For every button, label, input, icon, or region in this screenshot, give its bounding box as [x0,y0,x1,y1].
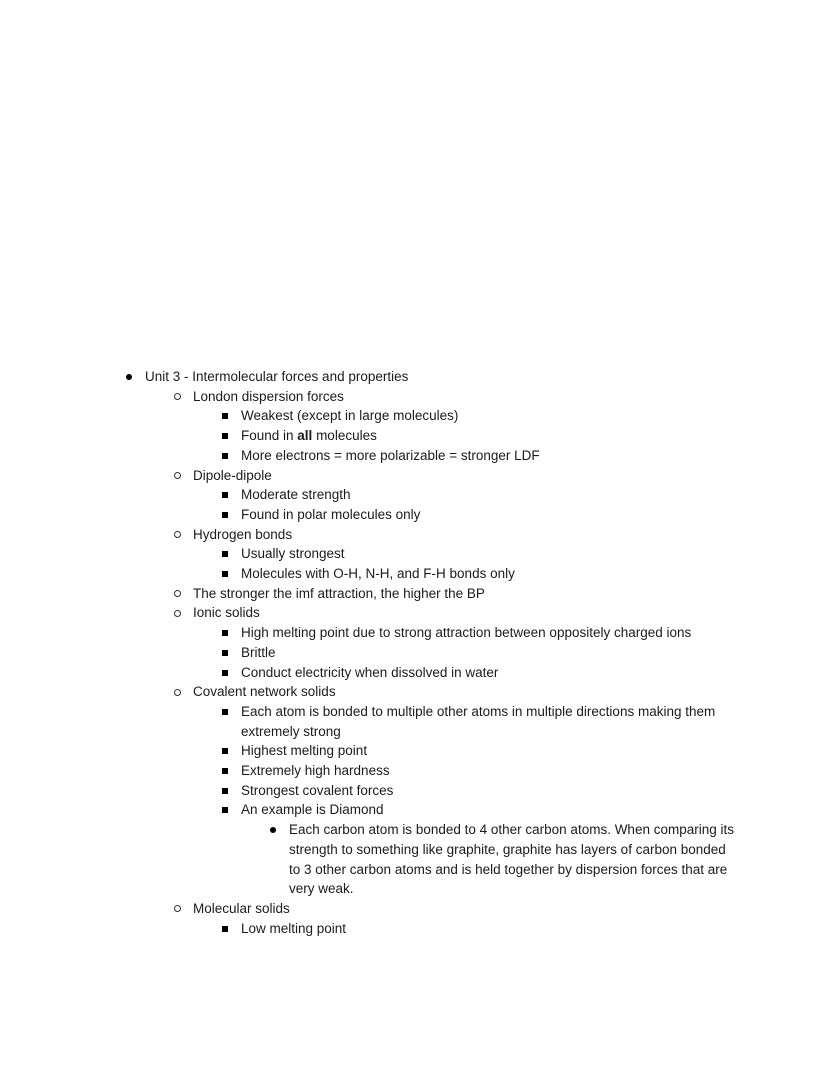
list-item-text [241,665,498,680]
list-item [221,702,737,741]
list-item [221,564,737,584]
list-item [221,406,737,426]
list-item-text [241,704,715,739]
list-item-text [241,763,390,778]
list-item [173,682,737,702]
square-bullet-icon [222,512,228,518]
notes-list [0,367,737,938]
list-item-text-segment: Moderate strength [241,487,351,503]
square-bullet-icon [222,748,228,754]
circle-bullet-icon [174,610,181,617]
list-item-text [241,546,345,561]
list-item-text [241,802,384,817]
list-item [221,485,737,505]
square-bullet-icon [222,551,228,557]
list-item-text-segment: An example is Diamond [241,802,384,818]
square-bullet-icon [222,650,228,656]
circle-bullet-icon [174,689,181,696]
list-item [221,643,737,663]
disc-bullet-icon [126,374,132,380]
square-bullet-icon [222,453,228,459]
list-item-text-segment: The stronger the imf attraction, the higher the BP [193,585,485,601]
list-item [221,663,737,683]
list-item [269,820,737,899]
list-item-text-segment: Each carbon atom is bonded to 4 other carbon atoms. When comparing its strength to something like graphite, graphite has layers of carbon bonded to 3 other carbon atoms and is held together by dispersion forces that are very weak. [289,822,734,897]
list-item-text [241,507,420,522]
list-item [125,367,737,387]
list-item-text [193,468,272,483]
list-item-text-segment: Usually strongest [241,546,345,562]
list-item [221,544,737,564]
square-bullet-icon [222,926,228,932]
square-bullet-icon [222,807,228,813]
list-item-text [193,586,485,601]
list-item-text-segment: Each atom is bonded to multiple other atoms in multiple directions making them extremely strong [241,703,716,739]
list-item [221,741,737,761]
list-item-text-segment: Found in polar molecules only [241,506,421,522]
list-item-text [193,605,260,620]
list-item-text [193,901,290,916]
list-item-text-segment: Molecular solids [193,900,290,916]
square-bullet-icon [222,768,228,774]
list-item-text-segment: Unit 3 - Intermolecular forces and properties [145,369,409,384]
list-item-text [193,389,344,404]
list-item-text [241,783,393,798]
list-item-text [241,625,691,640]
list-item-text-segment: Dipole-dipole [193,467,272,483]
list-item-text [241,743,367,758]
list-item-text-bold-segment: all [297,428,313,444]
list-item-text-segment: Hydrogen bonds [193,526,293,542]
list-item-text-segment: Low melting point [241,920,347,936]
list-item-text [241,448,540,463]
list-item [173,466,737,486]
circle-bullet-icon [174,905,181,912]
square-bullet-icon [222,788,228,794]
list-item-text-segment: Conduct electricity when dissolved in water [241,664,499,680]
list-item [173,387,737,407]
list-item [221,761,737,781]
list-item-text-segment: Highest melting point [241,743,368,759]
list-item-text [193,684,336,699]
list-item [221,446,737,466]
list-item [221,623,737,643]
list-item [173,584,737,604]
list-item-text [241,408,458,423]
list-item-text-segment: London dispersion forces [193,388,344,404]
list-item-text [145,369,408,384]
disc-bullet-icon [270,827,276,833]
list-item-text-segment: Brittle [241,644,276,660]
circle-bullet-icon [174,393,181,400]
list-item [221,919,737,939]
list-item-text [193,527,292,542]
list-item-text-segment: Found in [241,428,298,444]
square-bullet-icon [222,709,228,715]
circle-bullet-icon [174,531,181,538]
list-item [173,603,737,623]
list-item [221,800,737,820]
list-item-text-segment: Molecules with O-H, N-H, and F-H bonds only [241,566,515,582]
square-bullet-icon [222,670,228,676]
square-bullet-icon [222,571,228,577]
list-item-text-segment: Strongest covalent forces [241,782,394,798]
circle-bullet-icon [174,590,181,597]
list-item-text [289,822,734,896]
square-bullet-icon [222,630,228,636]
list-item-text [241,566,515,581]
list-item-text [241,428,377,443]
square-bullet-icon [222,492,228,498]
list-item [221,781,737,801]
list-item-text-segment: Covalent network solids [193,684,336,700]
list-item [221,426,737,446]
list-item-text-segment: Weakest (except in large molecules) [241,408,459,424]
list-item-text [241,487,351,502]
list-item-text-segment: High melting point due to strong attraction between oppositely charged ions [241,625,692,641]
list-item-text-segment: Ionic solids [193,605,260,621]
list-item-text-segment: More electrons = more polarizable = stronger LDF [241,447,540,463]
list-item-text [241,645,276,660]
list-item-text [241,921,346,936]
list-item-text-segment: Extremely high hardness [241,763,390,779]
square-bullet-icon [222,433,228,439]
list-item [173,899,737,919]
list-item [221,505,737,525]
circle-bullet-icon [174,472,181,479]
square-bullet-icon [222,413,228,419]
list-item [173,525,737,545]
list-item-text-segment: molecules [312,428,377,444]
